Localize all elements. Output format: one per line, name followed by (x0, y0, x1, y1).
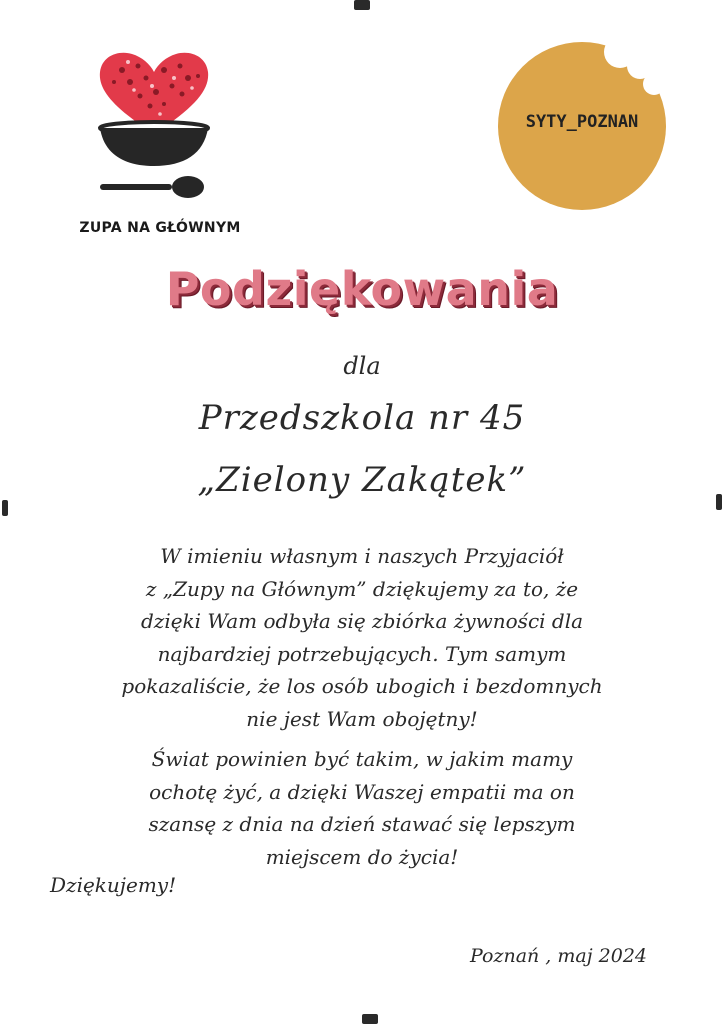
paragraph-1-line: z „Zupy na Głównym” dziękujemy za to, że (145, 576, 579, 601)
paragraph-2-line: szansę z dnia na dzień stawać się lepszym (148, 812, 576, 836)
paragraph-2-line: miejscem do życia! (265, 844, 459, 869)
paragraph-2-line: Świat powinien być takim, w jakim mamy (151, 747, 573, 771)
paragraph-1-line: nie jest Wam obojętny! (246, 706, 478, 731)
bowl-icon (100, 122, 208, 166)
recipient-line-2: „Zielony Zakątek” (197, 460, 527, 500)
clip-bottom (362, 1014, 378, 1024)
paragraph-1-line: pokazaliście, że los osób ubogich i bezdomnych (121, 674, 603, 698)
dla-text: dla (343, 352, 381, 380)
clip-left (2, 500, 8, 516)
paragraph-1-line: dzięki Wam odbyła się zbiórka żywności dla (140, 609, 584, 633)
recipient-line-1: Przedszkola nr 45 (198, 398, 526, 438)
paragraph-2-line: ochotę żyć, a dzięki Waszej empatii ma on (149, 779, 575, 804)
logo-caption: ZUPA NA GŁÓWNYM (79, 220, 241, 236)
paragraph-1-line: W imieniu własnym i naszych Przyjaciół (160, 544, 564, 568)
clip-top (354, 0, 370, 10)
soup-heart-logo (94, 48, 214, 208)
thanks-text: Dziękujemy! (50, 873, 177, 897)
paragraph-2 (40, 743, 684, 873)
spoon-icon (100, 176, 204, 198)
page-title: Podziękowania (165, 262, 559, 316)
paragraph-1-line: najbardziej potrzebujących. Tym samym (157, 641, 567, 666)
paragraph-1 (40, 540, 684, 735)
syty-poznan-text: SYTY_POZNAN (525, 112, 639, 132)
place-date-signature: Poznań , maj 2024 (470, 945, 648, 967)
